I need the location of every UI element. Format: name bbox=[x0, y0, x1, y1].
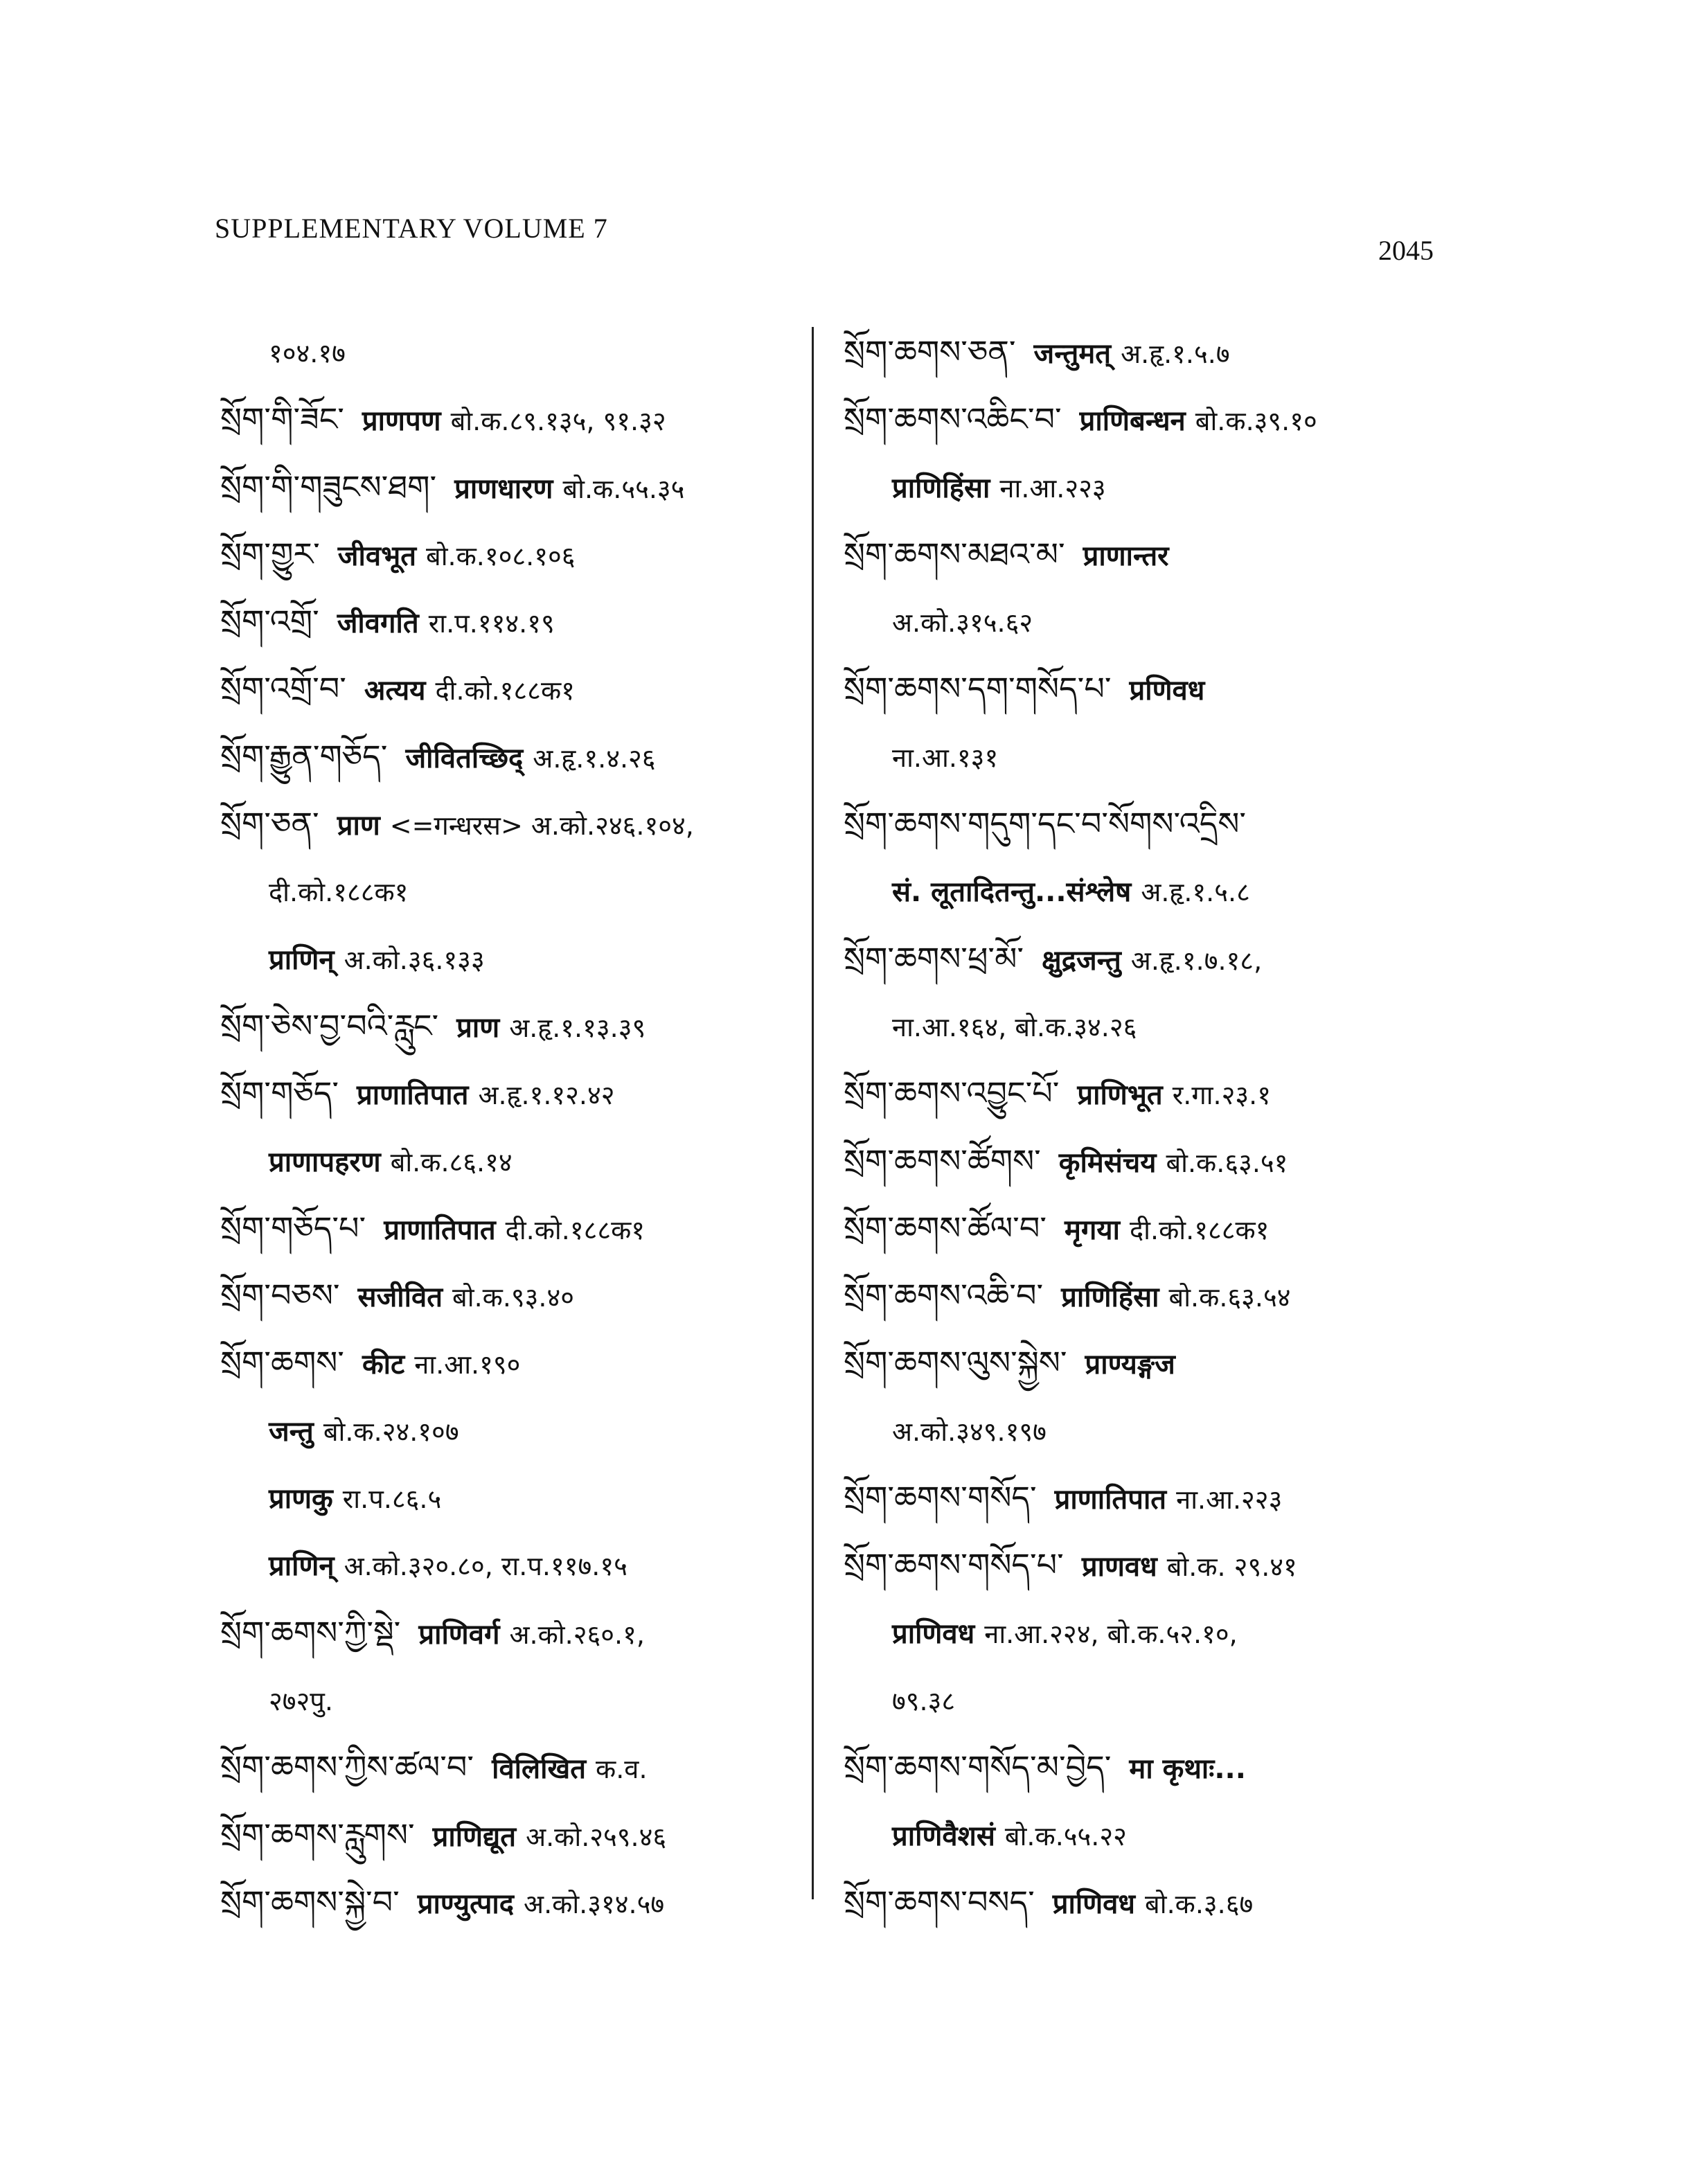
sanskrit-equivalent: प्राण्यङ्गज bbox=[1085, 1349, 1175, 1381]
source-reference: दी.को.१८८क१ bbox=[505, 1214, 645, 1245]
tibetan-headword: སྲོག་ཆགས་ཀྱི་སྡེ་ bbox=[220, 1613, 401, 1651]
dictionary-line bbox=[220, 1532, 816, 1599]
sanskrit-equivalent: प्रणिवध bbox=[1129, 675, 1205, 707]
sanskrit-equivalent: प्राणिहिंसा bbox=[1061, 1281, 1159, 1314]
tibetan-headword: སྲོག་ཆགས་མཐའ་མ་ bbox=[844, 535, 1065, 573]
dictionary-line bbox=[844, 925, 1467, 993]
dictionary-line bbox=[844, 790, 1467, 858]
sanskrit-equivalent: सजीवित bbox=[357, 1281, 443, 1314]
tibetan-headword: སྲོག་ཆགས་གསོད་པ་ bbox=[844, 1546, 1064, 1584]
source-reference: क.व. bbox=[596, 1754, 648, 1785]
source-reference: दी.को.१८८क१ bbox=[269, 877, 409, 908]
source-reference: रा.प.८६.५ bbox=[342, 1484, 442, 1515]
dictionary-line bbox=[220, 1734, 816, 1801]
tibetan-headword: སྲོག་ཆགས་གསོད་ bbox=[844, 1479, 1037, 1517]
source-reference: बो.क.९३.४० bbox=[452, 1282, 575, 1313]
source-reference: ना.आ.२२४, बो.क.५२.१०, bbox=[984, 1618, 1238, 1649]
source-reference: अ.को.२६०.१, bbox=[509, 1619, 645, 1650]
source-reference: ना.आ.१३१ bbox=[892, 742, 999, 773]
source-reference: अ.हृ.१.४.२६ bbox=[533, 743, 656, 774]
tibetan-headword: སྲོག་གི་ཟོང་ bbox=[220, 400, 344, 438]
source-reference: अ.को.३६.१३३ bbox=[344, 944, 485, 975]
tibetan-headword: སྲོག་ཆགས་ཚོགས་ bbox=[844, 1142, 1041, 1180]
sanskrit-equivalent: अत्यय bbox=[364, 675, 426, 707]
sanskrit-equivalent: प्राणातिपात bbox=[1054, 1484, 1167, 1516]
tibetan-headword: སྲོག་ཆགས་ bbox=[220, 1344, 344, 1382]
source-reference: बो.क.६३.५४ bbox=[1168, 1282, 1291, 1313]
source-reference: अ.हृ.१.५.८ bbox=[1141, 877, 1250, 908]
dictionary-line bbox=[844, 1599, 1467, 1667]
source-reference: अ.को.३१४.५७ bbox=[524, 1888, 665, 1919]
source-reference: बो.क. २९.४१ bbox=[1166, 1552, 1297, 1583]
tibetan-headword: སྲོག་ཆགས་ཕྲ་མོ་ bbox=[844, 939, 1024, 977]
tibetan-headword: སྲོག་གི་གཟུངས་ཐག་ bbox=[220, 468, 437, 506]
tibetan-headword: སྲོག་བཅས་ bbox=[220, 1277, 340, 1315]
dictionary-line bbox=[220, 1262, 816, 1329]
dictionary-line bbox=[844, 454, 1467, 521]
sanskrit-equivalent: कीट bbox=[362, 1349, 405, 1381]
dictionary-line bbox=[844, 723, 1467, 790]
source-reference: अ.को.३४९.१९७ bbox=[892, 1416, 1047, 1447]
source-reference: बो.क.१०८.१०६ bbox=[426, 540, 576, 571]
running-head: SUPPLEMENTARY VOLUME 7 bbox=[215, 213, 608, 244]
sanskrit-equivalent: जीवितच्छिद् bbox=[405, 742, 524, 774]
dictionary-line bbox=[844, 1128, 1467, 1195]
source-reference: ना.आ.१६४, बो.क.३४.२६ bbox=[892, 1011, 1137, 1042]
dictionary-line bbox=[844, 655, 1467, 722]
sanskrit-equivalent: जन्तु bbox=[269, 1415, 314, 1448]
sanskrit-equivalent: प्राणिद्यूत bbox=[432, 1820, 517, 1853]
source-reference: ना.आ.२२३ bbox=[1176, 1484, 1283, 1516]
tibetan-headword: སྲོག་ཆགས་དག་གསོད་པ་ bbox=[844, 670, 1112, 708]
source-reference: दी.को.१८८क१ bbox=[435, 675, 575, 707]
dictionary-line bbox=[220, 858, 816, 925]
dictionary-line bbox=[844, 1734, 1467, 1801]
source-reference: अ.हृ.१.१३.३९ bbox=[509, 1012, 646, 1043]
sanskrit-equivalent: प्राणिबन्धन bbox=[1079, 405, 1186, 438]
source-reference: र.गा.२३.१ bbox=[1172, 1080, 1271, 1111]
source-reference: २७२पु. bbox=[269, 1685, 333, 1716]
tibetan-headword: སྲོག་ཆགས་འབྱུང་པོ་ bbox=[844, 1074, 1060, 1112]
dictionary-line bbox=[220, 993, 816, 1060]
sanskrit-equivalent: प्राणातिपात bbox=[357, 1079, 469, 1112]
dictionary-line bbox=[844, 1869, 1467, 1936]
dictionary-line bbox=[844, 1667, 1467, 1734]
source-reference: बो.क.५५.२२ bbox=[1004, 1820, 1127, 1852]
source-reference: अ.हृ.१.७.१८, bbox=[1130, 945, 1263, 976]
tibetan-headword: སྲོག་ཅེས་བྱ་བའི་རླུང་ bbox=[220, 1006, 439, 1045]
sanskrit-equivalent: प्राणकु bbox=[269, 1483, 333, 1516]
sanskrit-equivalent: प्राणिवैशसं bbox=[892, 1820, 995, 1852]
source-reference: बो.क.३.६७ bbox=[1145, 1888, 1254, 1919]
dictionary-line bbox=[220, 925, 816, 993]
tibetan-headword: སྲོག་ཆགས་ཀྱིས་ཚལ་བ་ bbox=[220, 1748, 474, 1786]
dictionary-line bbox=[844, 993, 1467, 1060]
sanskrit-equivalent: विलिखित bbox=[492, 1753, 587, 1786]
sanskrit-equivalent: प्राणिभूत bbox=[1077, 1079, 1163, 1112]
left-column bbox=[220, 319, 816, 1921]
source-reference: बो.क.२४.१०७ bbox=[323, 1416, 459, 1447]
sanskrit-equivalent: प्राणापहरण bbox=[269, 1146, 381, 1178]
tibetan-headword: སྲོག་རྒྱུན་གཅོད་ bbox=[220, 737, 388, 775]
dictionary-line bbox=[844, 521, 1467, 588]
source-reference: <=गन्धरस> अ.को.२४६.१०४, bbox=[389, 810, 694, 842]
dictionary-line bbox=[220, 521, 816, 588]
tibetan-headword: སྲོག་གཅོད་པ་ bbox=[220, 1209, 366, 1247]
dictionary-line bbox=[220, 319, 816, 386]
dictionary-line bbox=[220, 1397, 816, 1464]
tibetan-headword: སྲོག་འགྲོ་བ་ bbox=[220, 670, 346, 708]
sanskrit-equivalent: प्राण bbox=[456, 1011, 500, 1044]
source-reference: अ.को.३१५.६२ bbox=[892, 607, 1033, 639]
dictionary-line bbox=[220, 1599, 816, 1667]
sanskrit-equivalent: प्राणिन् bbox=[269, 1550, 335, 1583]
source-reference: बो.क.८९.१३५, ९१.३२ bbox=[450, 406, 666, 437]
sanskrit-equivalent: प्राण्युत्पाद bbox=[417, 1888, 515, 1920]
dictionary-line bbox=[844, 1060, 1467, 1127]
dictionary-line bbox=[220, 1869, 816, 1936]
dictionary-line bbox=[844, 1532, 1467, 1599]
sanskrit-equivalent: प्राणिन् bbox=[269, 943, 335, 976]
source-reference: अ.को.२५९.४६ bbox=[526, 1821, 667, 1852]
source-reference: १०४.१७ bbox=[269, 338, 346, 369]
source-reference: अ.को.३२०.८०, रा.प.११७.१५ bbox=[344, 1551, 627, 1582]
dictionary-line bbox=[220, 386, 816, 453]
sanskrit-equivalent: प्राण bbox=[337, 810, 380, 842]
tibetan-headword: སྲོག་ཆགས་བསད་ bbox=[844, 1883, 1035, 1921]
sanskrit-equivalent: प्राणातिपात bbox=[384, 1214, 496, 1246]
source-reference: ना.आ.१९० bbox=[414, 1349, 521, 1380]
tibetan-headword: སྲོག་ཅན་ bbox=[220, 805, 319, 843]
sanskrit-equivalent: प्राणान्तर bbox=[1083, 540, 1169, 572]
sanskrit-equivalent: प्राणिहिंसा bbox=[892, 472, 990, 504]
dictionary-line bbox=[220, 655, 816, 722]
source-reference: दी.को.१८८क१ bbox=[1129, 1214, 1270, 1245]
dictionary-line bbox=[844, 1397, 1467, 1464]
sanskrit-equivalent: जीवगति bbox=[337, 607, 419, 640]
tibetan-headword: སྲོག་གཅོད་ bbox=[220, 1074, 339, 1112]
dictionary-line bbox=[844, 1195, 1467, 1262]
sanskrit-equivalent: सं. लूतादितन्तु...संश्लेष bbox=[892, 876, 1132, 909]
column-divider bbox=[812, 327, 814, 1899]
tibetan-headword: སྲོག་ཆགས་སྐྱེ་བ་ bbox=[220, 1883, 400, 1921]
tibetan-headword: སྲོག་ཆགས་ཚོལ་བ་ bbox=[844, 1209, 1047, 1247]
source-reference: बो.क.५५.३५ bbox=[562, 473, 685, 504]
tibetan-headword: སྲོག་གྱུར་ bbox=[220, 535, 320, 573]
sanskrit-equivalent: कृमिसंचय bbox=[1058, 1146, 1157, 1179]
dictionary-line bbox=[844, 858, 1467, 925]
sanskrit-equivalent: क्षुद्रजन्तु bbox=[1042, 944, 1121, 977]
dictionary-line bbox=[220, 1802, 816, 1869]
source-reference: बो.क.८६.१४ bbox=[390, 1146, 513, 1178]
source-reference: ७९.३८ bbox=[892, 1685, 956, 1716]
sanskrit-equivalent: प्राणपण bbox=[362, 405, 441, 438]
dictionary-line bbox=[220, 1060, 816, 1127]
source-reference: बो.क.३९.१० bbox=[1195, 406, 1317, 437]
dictionary-line bbox=[220, 1667, 816, 1734]
dictionary-line bbox=[220, 1195, 816, 1262]
source-reference: अ.हृ.१.१२.४२ bbox=[478, 1080, 615, 1111]
dictionary-line bbox=[844, 1262, 1467, 1329]
tibetan-headword: སྲོག་ཆགས་ཅན་ bbox=[844, 333, 1016, 371]
sanskrit-equivalent: जीवभूत bbox=[337, 540, 416, 572]
source-reference: ना.आ.२२३ bbox=[999, 472, 1106, 504]
dictionary-line bbox=[844, 588, 1467, 655]
dictionary-line bbox=[220, 588, 816, 655]
sanskrit-equivalent: जन्तुमत् bbox=[1033, 338, 1112, 370]
dictionary-line bbox=[220, 1329, 816, 1396]
sanskrit-equivalent: मा कृथाः... bbox=[1129, 1753, 1246, 1786]
dictionary-line bbox=[220, 790, 816, 858]
dictionary-line bbox=[844, 1802, 1467, 1869]
tibetan-headword: སྲོག་ཆགས་འཆིང་བ་ bbox=[844, 400, 1062, 438]
dictionary-line bbox=[220, 1464, 816, 1532]
sanskrit-equivalent: प्राणधारण bbox=[454, 472, 553, 505]
tibetan-headword: སྲོག་ཆགས་གསོད་མ་བྱེད་ bbox=[844, 1748, 1112, 1786]
dictionary-line bbox=[844, 1329, 1467, 1396]
source-reference: बो.क.६३.५१ bbox=[1166, 1147, 1288, 1178]
tibetan-headword: སྲོག་འགྲོ་ bbox=[220, 603, 319, 641]
right-column bbox=[844, 319, 1467, 1921]
source-reference: अ.हृ.१.५.७ bbox=[1121, 339, 1230, 369]
tibetan-headword: སྲོག་ཆགས་ལུས་སྐྱེས་ bbox=[844, 1344, 1067, 1382]
page-number: 2045 bbox=[1378, 235, 1434, 266]
tibetan-headword: སྲོག་ཆགས་གདུག་དང་བ་སོགས་འདྲིས་ bbox=[844, 805, 1247, 843]
dictionary-line bbox=[844, 319, 1467, 386]
sanskrit-equivalent: प्राणिवर्ग bbox=[418, 1618, 500, 1651]
dictionary-line bbox=[220, 1128, 816, 1195]
dictionary-line bbox=[220, 723, 816, 790]
source-reference: रा.प.११४.१९ bbox=[428, 608, 555, 639]
sanskrit-equivalent: मृगया bbox=[1064, 1214, 1120, 1246]
dictionary-line bbox=[844, 1464, 1467, 1532]
tibetan-headword: སྲོག་ཆགས་རླུགས་ bbox=[220, 1815, 415, 1854]
dictionary-line bbox=[220, 454, 816, 521]
dictionary-line bbox=[844, 386, 1467, 453]
tibetan-headword: སྲོག་ཆགས་འཆི་བ་ bbox=[844, 1277, 1044, 1315]
sanskrit-equivalent: प्राणिवध bbox=[1052, 1888, 1136, 1920]
sanskrit-equivalent: प्राणवध bbox=[1081, 1551, 1157, 1583]
sanskrit-equivalent: प्राणिवध bbox=[892, 1617, 975, 1650]
